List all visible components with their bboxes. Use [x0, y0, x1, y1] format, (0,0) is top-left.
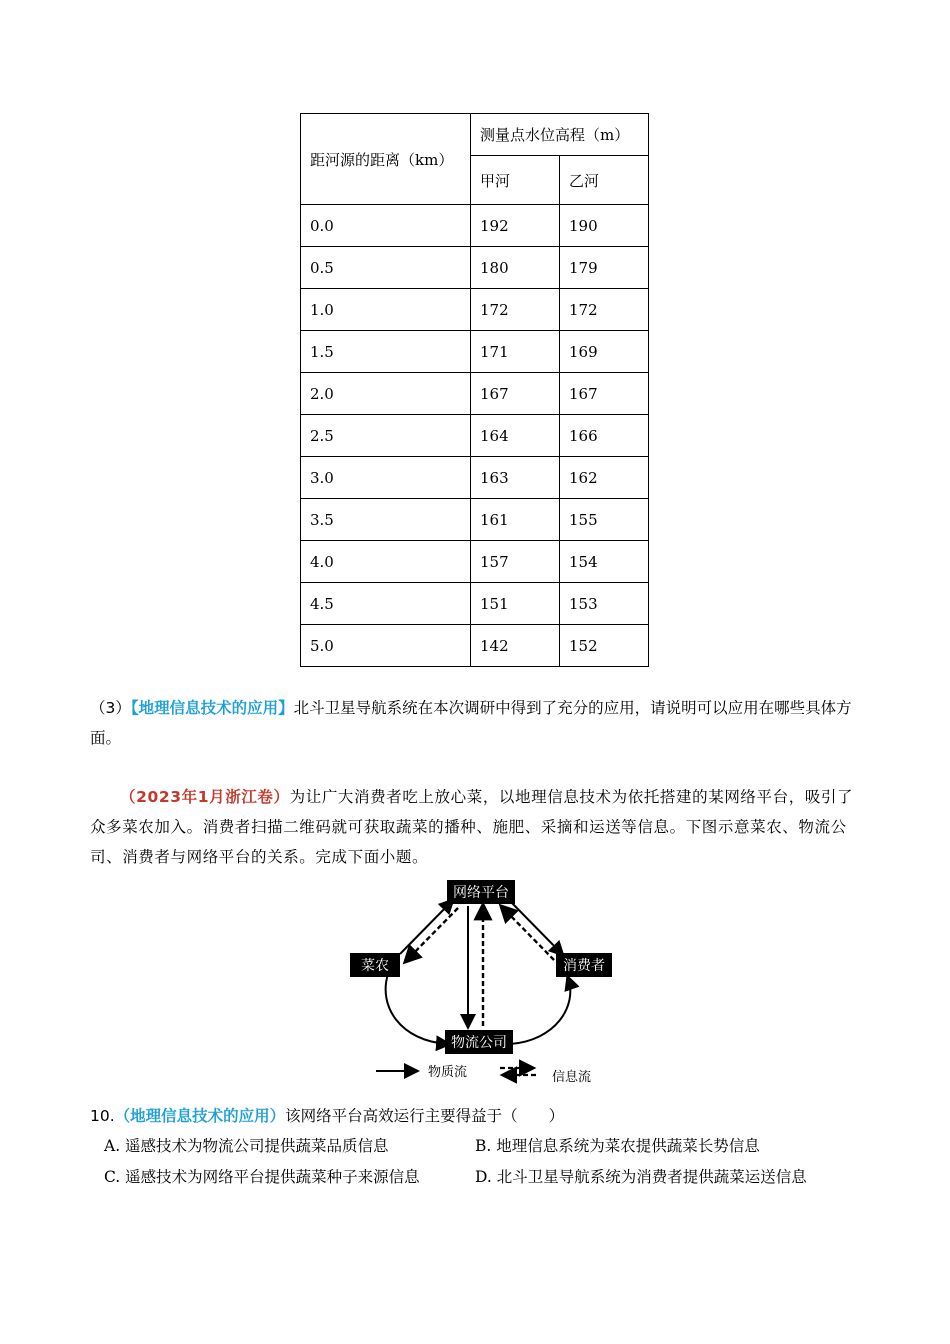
cell-distance: 4.0 — [301, 541, 471, 583]
table-row — [301, 289, 649, 331]
intro-text: 为让广大消费者吃上放心菜，以地理信息技术为依托搭建的某网络平台，吸引了众多菜农加入。消费者扫描二维码就可获取蔬菜的播种、施肥、采摘和运送等信息。下图示意菜农、物流公司、消费者与网络平台的关系。完成下面小题。 — [90, 788, 854, 866]
info-flow-platform-consumer — [502, 901, 562, 960]
question-3-number: （3） — [90, 699, 131, 717]
node-farmer-label: 菜农 — [361, 958, 389, 974]
option-a[interactable]: A. 遥感技术为物流公司提供蔬菜品质信息 — [104, 1137, 389, 1155]
question-10 — [90, 1101, 860, 1131]
info-flow-platform-farmer — [400, 901, 458, 961]
option-b[interactable]: B. 地理信息系统为菜农提供蔬菜长势信息 — [475, 1137, 760, 1155]
cell-river-b: 153 — [560, 583, 649, 625]
cell-distance: 2.0 — [301, 373, 471, 415]
cell-distance: 0.5 — [301, 247, 471, 289]
table-row — [301, 247, 649, 289]
cell-distance: 2.5 — [301, 415, 471, 457]
cell-river-b: 167 — [560, 373, 649, 415]
cell-distance: 3.0 — [301, 457, 471, 499]
node-consumer — [556, 953, 612, 977]
cell-river-b: 155 — [560, 499, 649, 541]
question-3-text: 北斗卫星导航系统在本次调研中得到了充分的应用，请说明可以应用在哪些具体方面。 — [90, 699, 852, 747]
cell-distance: 0.0 — [301, 205, 471, 247]
header-river-a: 甲河 — [471, 156, 560, 205]
cell-river-a: 142 — [471, 625, 560, 667]
question-10-tag: （地理信息技术的应用） — [114, 1107, 286, 1125]
table-row — [301, 205, 649, 247]
cell-river-b: 179 — [560, 247, 649, 289]
table-row — [301, 625, 649, 667]
cell-river-b: 172 — [560, 289, 649, 331]
table-row — [301, 541, 649, 583]
cell-distance: 1.0 — [301, 289, 471, 331]
cell-distance: 3.5 — [301, 499, 471, 541]
node-platform-label: 网络平台 — [453, 885, 509, 901]
header-elevation: 测量点水位高程（m） — [471, 114, 649, 156]
cell-river-a: 157 — [471, 541, 560, 583]
cell-river-a: 192 — [471, 205, 560, 247]
cell-river-a: 167 — [471, 373, 560, 415]
cell-river-b: 169 — [560, 331, 649, 373]
legend-info-label: 信息流 — [552, 1070, 592, 1085]
question-10-number: 10. — [90, 1107, 115, 1125]
cell-distance: 4.5 — [301, 583, 471, 625]
table-row — [301, 583, 649, 625]
table-row — [301, 499, 649, 541]
cell-river-b: 162 — [560, 457, 649, 499]
intro-paragraph — [90, 782, 865, 872]
cell-river-a: 164 — [471, 415, 560, 457]
question-10-text: 该网络平台高效运行主要得益于（ ） — [285, 1107, 565, 1125]
question-3 — [90, 693, 860, 753]
cell-river-a: 171 — [471, 331, 560, 373]
node-farmer — [350, 953, 400, 977]
flow-platform-logistics — [468, 906, 483, 1026]
table-row — [301, 331, 649, 373]
cell-river-b: 166 — [560, 415, 649, 457]
cell-river-a: 172 — [471, 289, 560, 331]
cell-river-b: 154 — [560, 541, 649, 583]
node-platform — [447, 880, 515, 904]
legend-material-label: 物质流 — [428, 1065, 468, 1080]
legend — [376, 1064, 591, 1085]
table-row — [301, 373, 649, 415]
header-river-b: 乙河 — [560, 156, 649, 205]
option-d[interactable]: D. 北斗卫星导航系统为消费者提供蔬菜运送信息 — [475, 1168, 807, 1186]
cell-distance: 5.0 — [301, 625, 471, 667]
option-c[interactable]: C. 遥感技术为网络平台提供蔬菜种子来源信息 — [104, 1168, 420, 1186]
cell-river-a: 151 — [471, 583, 560, 625]
elevation-table — [300, 113, 649, 667]
node-consumer-label: 消费者 — [563, 958, 605, 974]
node-logistics — [445, 1030, 513, 1054]
cell-distance: 1.5 — [301, 331, 471, 373]
intro-source: （2023年1月浙江卷） — [120, 788, 290, 806]
cell-river-b: 190 — [560, 205, 649, 247]
cell-river-b: 152 — [560, 625, 649, 667]
node-logistics-label: 物流公司 — [451, 1035, 507, 1051]
cell-river-a: 180 — [471, 247, 560, 289]
question-3-tag: 【地理信息技术的应用】 — [130, 699, 294, 717]
cell-river-a: 161 — [471, 499, 560, 541]
header-distance: 距河源的距离（km） — [301, 114, 471, 205]
cell-river-a: 163 — [471, 457, 560, 499]
relationship-diagram — [340, 876, 630, 1088]
table-row — [301, 415, 649, 457]
table-row — [301, 457, 649, 499]
